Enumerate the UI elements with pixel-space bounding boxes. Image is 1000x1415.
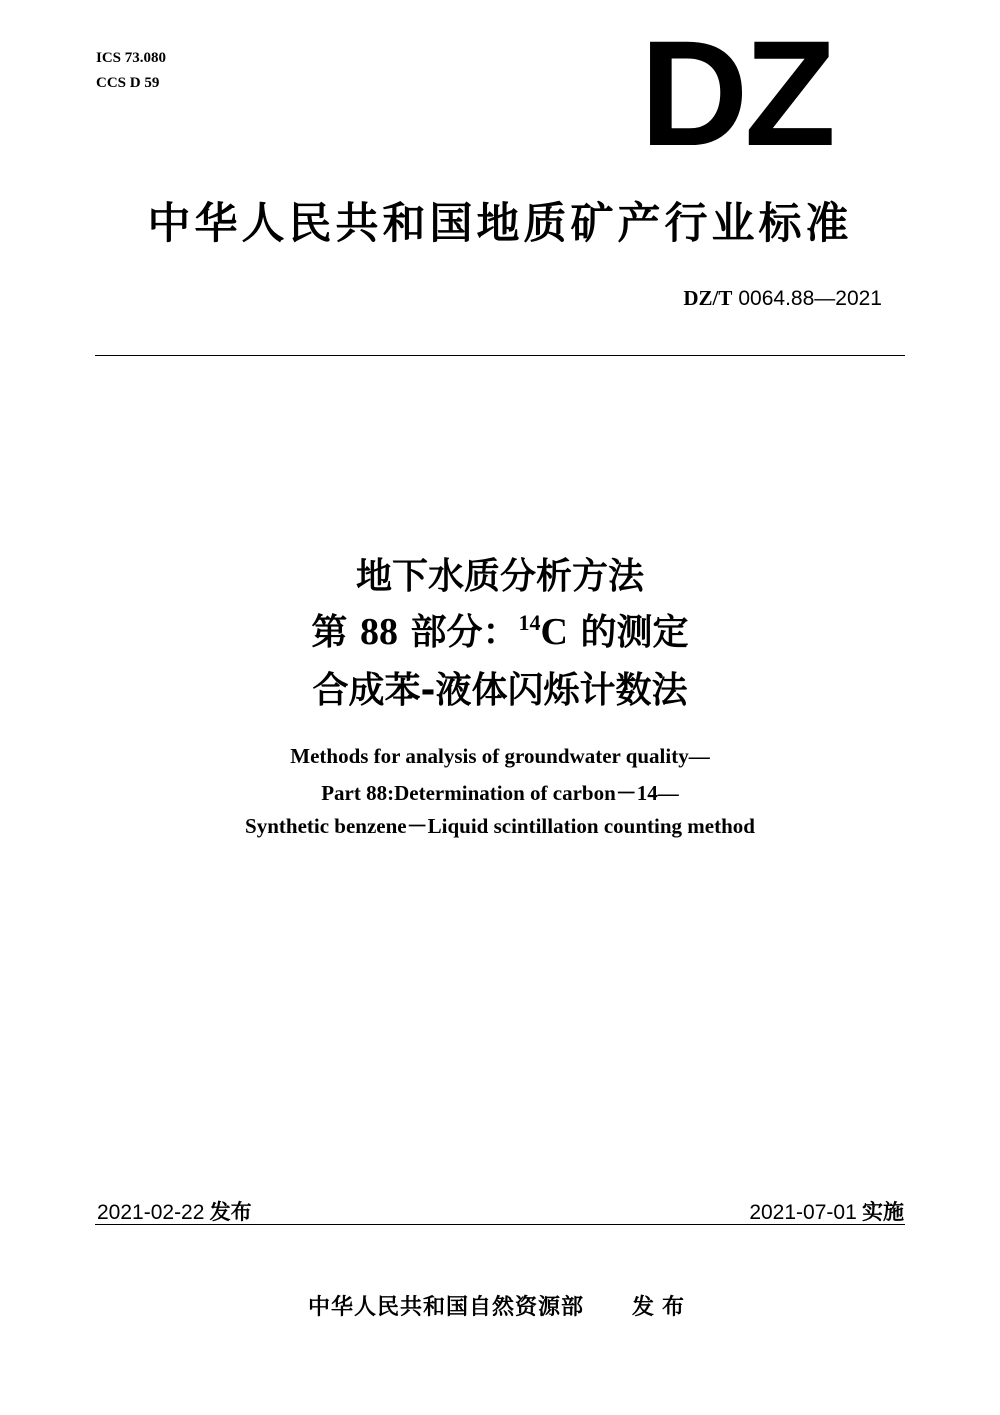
standard-prefix: DZ/T — [683, 286, 733, 310]
title-en-line3: Synthetic benzene－Liquid scintillation counting method — [245, 814, 755, 838]
header-divider — [95, 355, 905, 356]
standard-code: 0064.88—2021 — [738, 287, 882, 310]
issue-date — [97, 1196, 252, 1226]
classification-codes — [96, 46, 166, 96]
part-number: 88 — [359, 611, 398, 653]
dz-logo: DZ — [640, 9, 832, 177]
ccs-code: CCS D 59 — [96, 75, 160, 91]
issue-date-label: 发布 — [209, 1200, 252, 1224]
title-cn-line1: 地下水质分析方法 — [355, 556, 644, 597]
title-en-line1: Methods for analysis of groundwater quality— — [290, 744, 710, 768]
title-en-line2: Part 88:Determination of carbon－14— — [321, 781, 679, 805]
isotope-mass: 14 — [518, 610, 541, 635]
effective-date-value: 2021-07-01 — [749, 1201, 857, 1224]
part-suffix: 部分： — [410, 612, 519, 653]
element-symbol: C — [540, 611, 568, 653]
determination-text: 的测定 — [580, 612, 689, 653]
ics-code: ICS 73.080 — [96, 50, 167, 66]
standard-number — [683, 286, 882, 311]
effective-date — [749, 1196, 904, 1226]
footer-divider — [95, 1224, 905, 1225]
issuer-organization: 中华人民共和国自然资源部 — [307, 1295, 584, 1320]
issue-date-value: 2021-02-22 — [97, 1201, 205, 1224]
title-cn-line3: 合成苯-液体闪烁计数法 — [312, 670, 688, 711]
issuer — [0, 1290, 1000, 1321]
title-cn-line2 — [0, 604, 1000, 655]
issuer-action: 发布 — [632, 1295, 693, 1320]
part-prefix: 第 — [311, 612, 348, 653]
effective-date-label: 实施 — [862, 1200, 904, 1224]
industry-standard-title: 中华人民共和国地质矿产行业标准 — [147, 199, 853, 249]
